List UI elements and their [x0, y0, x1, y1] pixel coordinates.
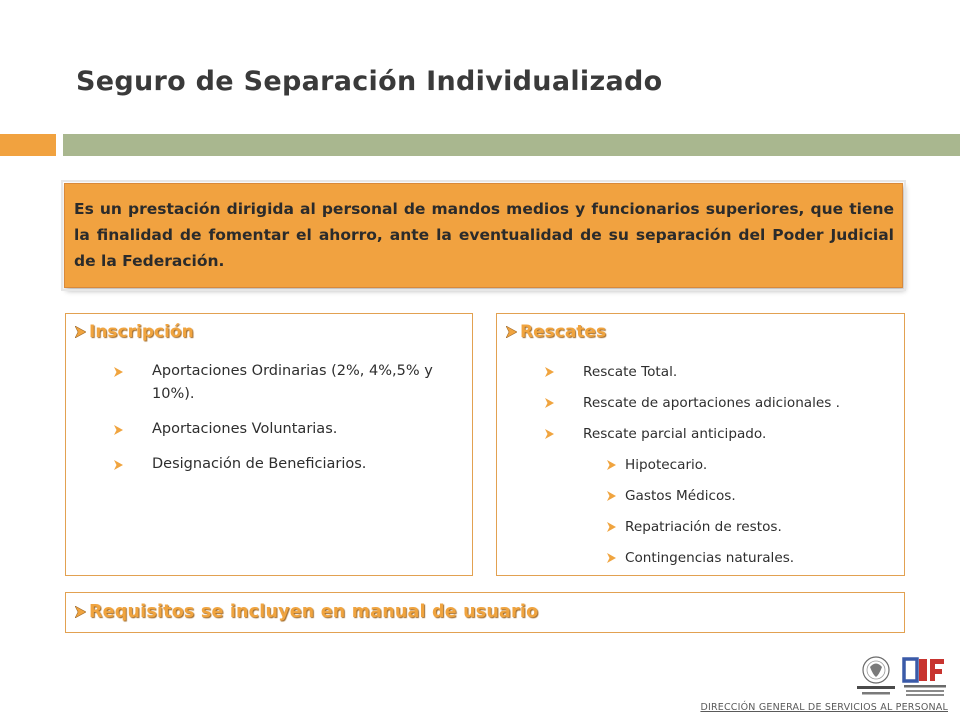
- arrow-bullet-icon: [607, 522, 616, 532]
- seal-logo-icon: [849, 655, 955, 701]
- inscripcion-list: [86, 360, 456, 488]
- list-subitem: [517, 455, 897, 475]
- intro-text: Es un prestación dirigida al personal de mandos medios y funcionarios superiores, que tiene la finalidad de fomentar el ahorro, ante la eventualidad de su separación del Poder Judicial de la Federación.: [74, 200, 894, 270]
- rescates-panel: [496, 313, 905, 576]
- requisitos-text: Requisitos se incluyen en manual de usuario: [89, 602, 539, 622]
- arrow-bullet-icon: [114, 460, 123, 470]
- slide-title: Seguro de Separación Individualizado: [76, 66, 663, 97]
- arrow-bullet-icon: [545, 429, 554, 439]
- requisitos-heading: [75, 602, 538, 622]
- requisitos-panel: [65, 592, 905, 633]
- arrow-bullet-icon: [545, 367, 554, 377]
- arrow-bullet-icon: [545, 398, 554, 408]
- rescates-title: Rescates: [520, 322, 607, 342]
- arrow-bullet-icon: [607, 460, 616, 470]
- list-item: [86, 453, 456, 476]
- list-item: [86, 360, 456, 406]
- arrow-bullet-icon: [75, 606, 86, 618]
- arrow-bullet-icon: [607, 491, 616, 501]
- logo-caption-line: [862, 692, 890, 695]
- list-subitem: [517, 486, 897, 506]
- list-item-text: Designación de Beneficiarios.: [152, 456, 367, 472]
- rescates-list: [517, 362, 897, 579]
- arrow-bullet-icon: [506, 326, 517, 338]
- cjf-logo-icon: [904, 659, 946, 696]
- list-item: [517, 362, 897, 382]
- institution-logos: [849, 655, 955, 701]
- list-item-text: Aportaciones Voluntarias.: [152, 421, 338, 437]
- list-subitem-text: Repatriación de restos.: [625, 519, 782, 535]
- list-subitem-text: Hipotecario.: [625, 457, 708, 473]
- list-item-text: Rescate parcial anticipado.: [583, 426, 767, 442]
- arrow-bullet-icon: [114, 367, 123, 377]
- logo-caption-line: [857, 686, 895, 689]
- arrow-bullet-icon: [75, 326, 86, 338]
- intro-box: [64, 183, 903, 288]
- list-subitem-text: Gastos Médicos.: [625, 488, 736, 504]
- footer-text: DIRECCIÓN GENERAL DE SERVICIOS AL PERSONAL: [700, 702, 948, 713]
- list-item: [86, 418, 456, 441]
- accent-bar-orange: [0, 134, 56, 156]
- list-item-text: Rescate de aportaciones adicionales .: [583, 395, 840, 411]
- arrow-bullet-icon: [607, 553, 616, 563]
- list-subitem: [517, 548, 897, 568]
- list-subitem-text: Contingencias naturales.: [625, 550, 795, 566]
- inscripcion-heading: [75, 322, 194, 342]
- rescates-heading: [506, 322, 606, 342]
- inscripcion-title: Inscripción: [89, 322, 194, 342]
- list-item: [517, 424, 897, 444]
- list-item: [517, 393, 897, 413]
- list-item-text: Rescate Total.: [583, 364, 678, 380]
- arrow-bullet-icon: [114, 425, 123, 435]
- list-item-text: Aportaciones Ordinarias (2%, 4%,5% y 10%).: [152, 363, 433, 402]
- inscripcion-panel: [65, 313, 473, 576]
- list-subitem: [517, 517, 897, 537]
- accent-bar-green: [63, 134, 960, 156]
